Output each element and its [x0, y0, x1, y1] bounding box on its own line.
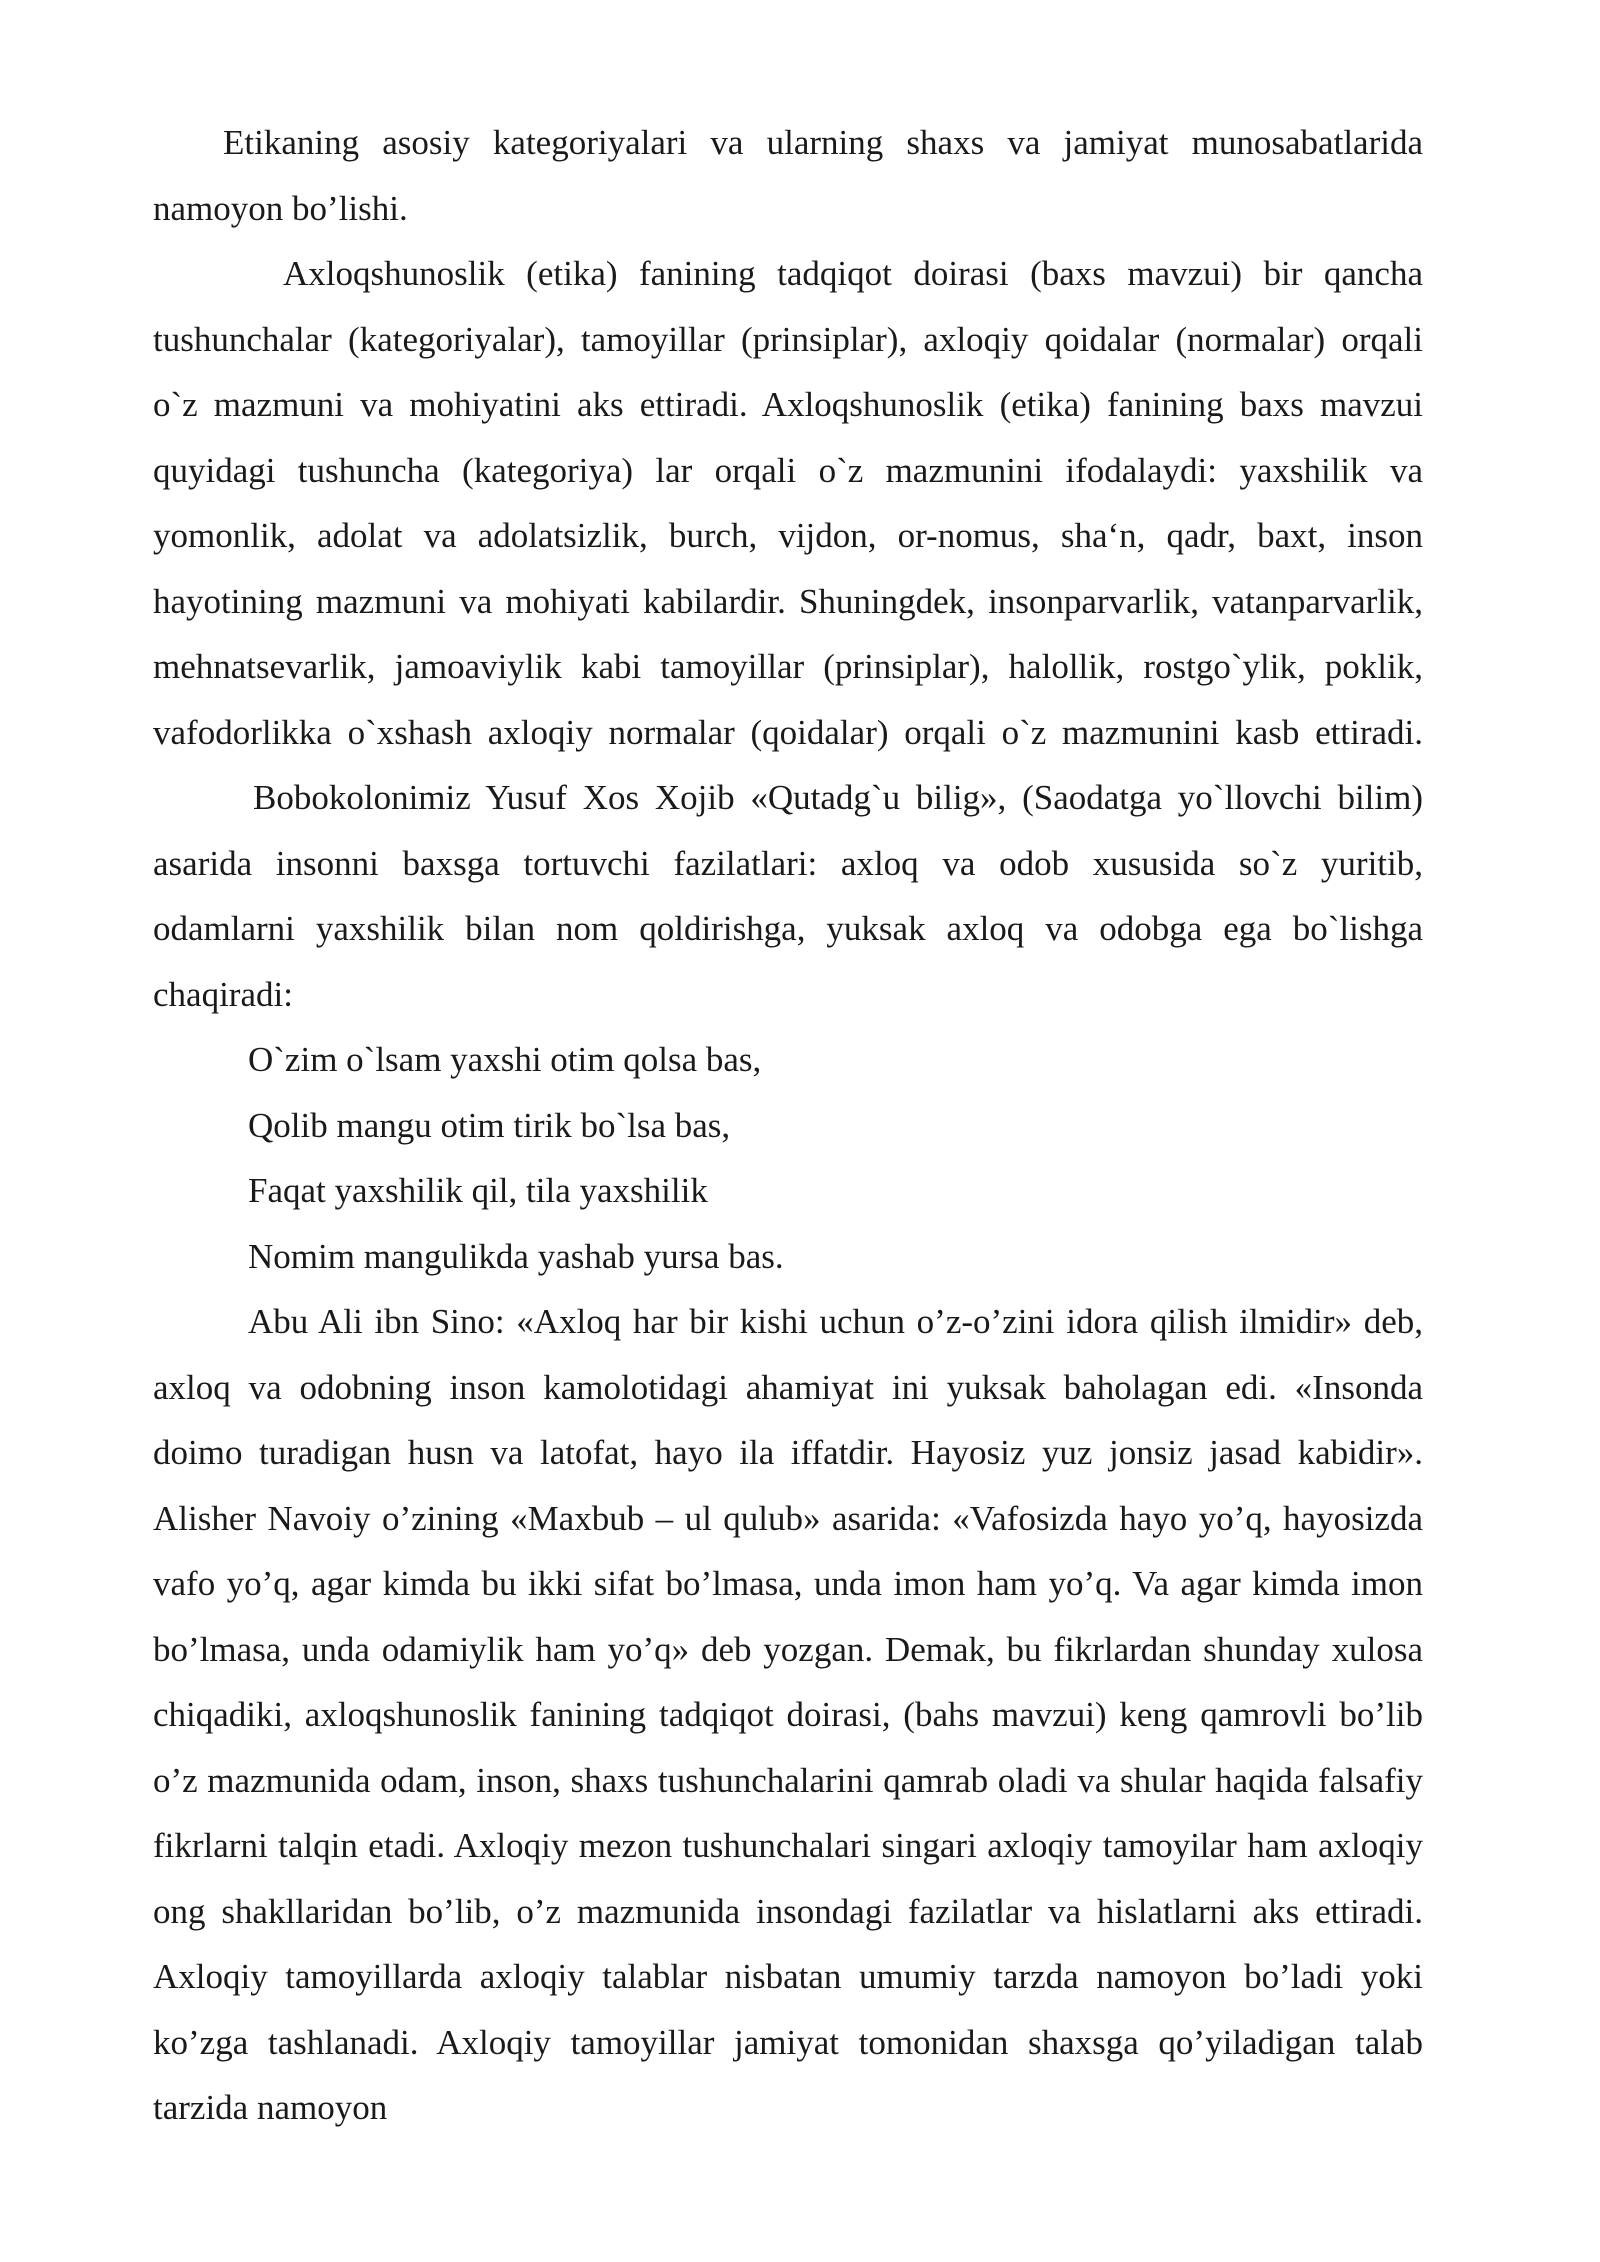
- paragraph-ibn-sino: Abu Ali ibn Sino: «Axloq har bir kishi uchun o’z-o’zini idora qilish ilmidir» deb, axloq va odobning inson kamolotidagi ahamiyat ini yuksak baholagan edi. «Insonda doimo turadigan husn va latofat, hayo ila iffatdir. Hayosiz yuz jonsiz jasad kabidir». Alisher Navoiy o’zining «Maxbub – ul qulub» asarida: «Vafosizda hayo yo’q, hayosizda vafo yo’q, agar kimda bu ikki sifat bo’lmasa, unda imon ham yo’q. Va agar kimda imon bo’lmasa, unda odamiylik ham yo’q» deb yozgan. Demak, bu fikrlardan shunday xulosa chiqadiki, axloqshunoslik fanining tadqiqot doirasi, (bahs mavzui) keng qamrovli bo’lib o’z mazmunida odam, inson, shaxs tushunchalarini qamrab oladi va shular haqida falsafiy fikrlarni talqin etadi. Axloqiy mezon tushunchalari singari axloqiy tamoyilar ham axloqiy ong shakllaridan bo’lib, o’z mazmunida insondagi fazilatlar va hislatlarni aks ettiradi. Axloqiy tamoyillarda axloqiy talablar nisbatan umumiy tarzda namoyon bo’ladi yoki ko’zga tashlanadi. Axloqiy tamoyillar jamiyat tomonidan shaxsga qo’yiladigan talab tarzida namoyon: [153, 1302, 1423, 2127]
- paragraph-ethics-scope: [153, 241, 1423, 1027]
- verse-line-1: O`zim o`lsam yaxshi otim qolsa bas,: [248, 1040, 762, 1079]
- paragraph-yusuf-xos-xojib: Bobokolonimiz Yusuf Xos Xojib «Qutadg`u bilig», (Saodatga yo`llovchi bilim) asarida insonni baxsga tortuvchi fazilatlari: axloq va odob xususida so`z yuritib, odamlarni yaxshilik bilan nom qoldirishga, yuksak axloq va odobga ega bo`lishga chaqiradi:: [153, 778, 1423, 1014]
- verse-line-3: Faqat yaxshilik qil, tila yaxshilik: [248, 1171, 708, 1210]
- document-page: [153, 110, 1423, 2141]
- paragraph-ethics-scope-text: Axloqshunoslik (etika) fanining tadqiqot doirasi (baxs mavzui) bir qancha tushunchalar (kategoriyalar), tamoyillar (prinsiplar), axloqiy qoidalar (normalar) orqali o`z mazmuni va mohiyatini aks ettiradi. Axloqshunoslik (etika) fanining baxs mavzui quyidagi tushuncha (kategoriya) lar orqali o`z mazmunini ifodalaydi: yaxshilik va yomonlik, adolat va adolatsizlik, burch, vijdon, or-nomus, sha‘n, qadr, baxt, inson hayotining mazmuni va mohiyati kabilardir. Shuningdek, insonparvarlik, vatanparvarlik, mehnatsevarlik, jamoaviylik kabi tamoyillar (prinsiplar), halollik, rostgo`ylik, poklik, vafodorlikka o`xshash axloqiy normalar (qoidalar) orqali o`z mazmunini kasb ettiradi.: [153, 254, 1423, 752]
- verse-line-4: Nomim mangulikda yashab yursa bas.: [248, 1236, 784, 1276]
- verse-line-2: Qolib mangu otim tirik bo`lsa bas,: [248, 1105, 731, 1145]
- section-heading: Etikaning asosiy kategoriyalari va ularning shaxs va jamiyat munosabatlarida namoyon bo’lishi.: [153, 123, 1423, 228]
